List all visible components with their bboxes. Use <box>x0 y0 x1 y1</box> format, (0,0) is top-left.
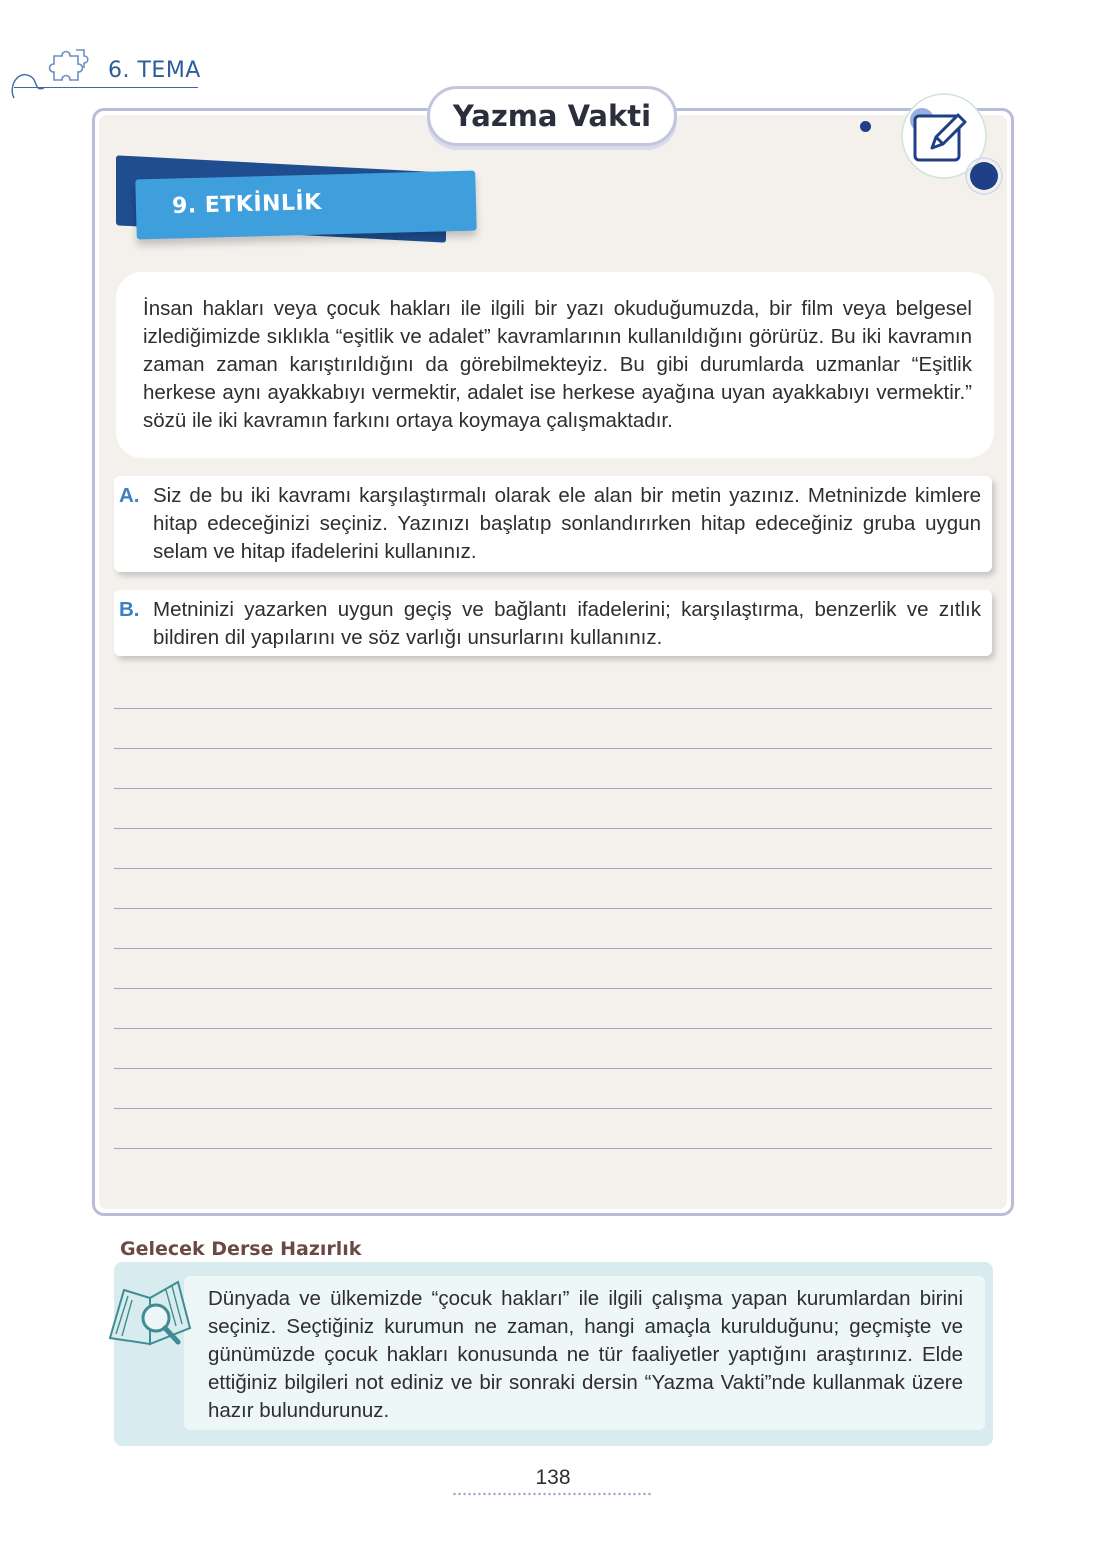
theme-underline <box>14 87 198 88</box>
writing-line[interactable] <box>114 788 992 789</box>
writing-line[interactable] <box>114 1108 992 1109</box>
writing-line[interactable] <box>114 708 992 709</box>
preparation-title: Gelecek Derse Hazırlık <box>120 1238 362 1260</box>
title-dot <box>860 121 871 132</box>
intro-text: İnsan hakları veya çocuk hakları ile ilgili bir yazı okuduğumuzda, bir film veya belgesel izlediğimizde sıklıkla “eşitlik ve adalet” kavramlarının kullanıldığını görürüz. Bu iki kavramın zaman zaman karıştırıldığını da görebilmekteyiz. Bu gibi durumlarda uzmanlar “Eşitlik herkese aynı ayakkabıyı vermektir, adalet ise herkese ayağına uyan ayakkabıyı vermektir.” sözü ile iki kavramın farkını ortaya koymaya çalışmaktadır. <box>143 297 972 432</box>
writing-line[interactable] <box>114 1028 992 1029</box>
page-number: 138 <box>535 1466 571 1489</box>
writing-line[interactable] <box>114 948 992 949</box>
task-b-text: Metninizi yazarken uygun geçiş ve bağlantı ifadelerini; karşılaştırma, benzerlik ve zıtlık bildiren dil yapılarını ve söz varlığı unsurlarını kullanınız. <box>153 598 981 649</box>
task-b <box>119 596 981 652</box>
preparation-text: Dünyada ve ülkemizde “çocuk hakları” ile ilgili çalışma yapan kurumlardan birini seçiniz. Seçtiğiniz kurumun ne zaman, hangi amaçla kurulduğunu; geçmişte ve günümüzde çocuk hakları konusunda ne tür faaliyetler yaptığını araştırınız. Elde ettiğiniz bilgileri not ediniz ve bir sonraki dersin “Yazma Vakti”nde kullanmak üzere hazır bulundurunuz. <box>208 1287 963 1422</box>
page-number-dots <box>452 1492 652 1496</box>
writing-line[interactable] <box>114 1148 992 1149</box>
task-a <box>119 482 981 566</box>
puzzle-icon <box>46 46 96 86</box>
task-b-letter: B. <box>119 598 140 621</box>
section-title: Yazma Vakti <box>427 86 677 146</box>
theme-label: 6. TEMA <box>108 58 201 83</box>
task-a-text: Siz de bu iki kavramı karşılaştırmalı olarak ele alan bir metin yazınız. Metninizde kimlere hitap edeceğinizi seçiniz. Yazınızı başlatıp sonlandırırken hitap edeceğiniz gruba uygun selam ve hitap ifadelerini kullanınız. <box>153 484 981 563</box>
activity-label: 9. ETKİNLİK <box>171 190 323 219</box>
writing-line[interactable] <box>114 988 992 989</box>
writing-line[interactable] <box>114 908 992 909</box>
writing-line[interactable] <box>114 868 992 869</box>
writing-line[interactable] <box>114 1068 992 1069</box>
writing-line[interactable] <box>114 828 992 829</box>
book-magnifier-icon <box>106 1276 196 1352</box>
writing-line[interactable] <box>114 748 992 749</box>
edit-note-icon <box>884 92 1006 204</box>
task-a-letter: A. <box>119 484 140 507</box>
